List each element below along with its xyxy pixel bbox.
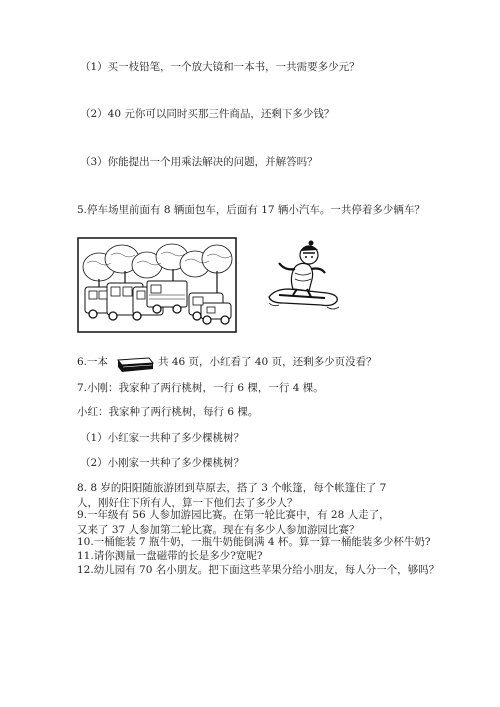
parking-lot-illustration [77, 237, 237, 333]
question-8: 8. 8 岁的阳阳随旅游团到草原去，搭了 3 个帐篷，每个帐篷住了 7 人，刚好住下所有人，算一下他们去了多少人？ [77, 482, 387, 509]
question-4-part-2: （2）40 元你可以同时买那三件商品，还剩下多少钱？ [80, 108, 335, 120]
question-5: 5.停车场里前面有 8 辆面包车，后面有 17 辆小汽车。一共停着多少辆车？ [77, 204, 425, 216]
question-7-part-2: （2）小刚家一共种了多少棵桃树？ [80, 457, 245, 469]
question-11: 11.请你测量一盘磁带的长是多少?宽呢? [77, 550, 263, 562]
snowboarder-illustration [265, 237, 343, 317]
book-icon [115, 355, 155, 373]
question-7-xiaohong: 小红：我家种了两行桃树，每行 6 棵。 [77, 406, 259, 418]
question-7-part-1: （1）小红家一共种了多少棵桃树？ [80, 432, 245, 444]
question-10: 10.一桶能装 7 瓶牛奶，一瓶牛奶能倒满 4 杯。算一算一桶能装多少杯牛奶? [77, 536, 431, 548]
question-9: 9.一年级有 56 人参加游园比赛。在第一轮比赛中，有 28 人走了，又来了 37 人参加第二轮比赛。现在有多少人参加游园比赛？ [77, 509, 390, 536]
question-6-text: 共 46 页，小红看了 40 页，还剩多少页没看？ [158, 356, 377, 368]
question-12: 12.幼儿园有 70 名小朋友。把下面这些苹果分给小朋友，每人分一个，够吗？ [77, 564, 440, 576]
question-4-part-3: （3）你能提出一个用乘法解决的问题，并解答吗？ [80, 156, 318, 168]
question-6-prefix: 6.一本 [77, 356, 109, 368]
question-7: 7.小刚：我家种了两行桃树，一行 6 棵，一行 4 棵。 [77, 382, 324, 394]
question-4-part-1: （1）买一枝铅笔，一个放大镜和一本书，一共需要多少元？ [80, 61, 360, 73]
